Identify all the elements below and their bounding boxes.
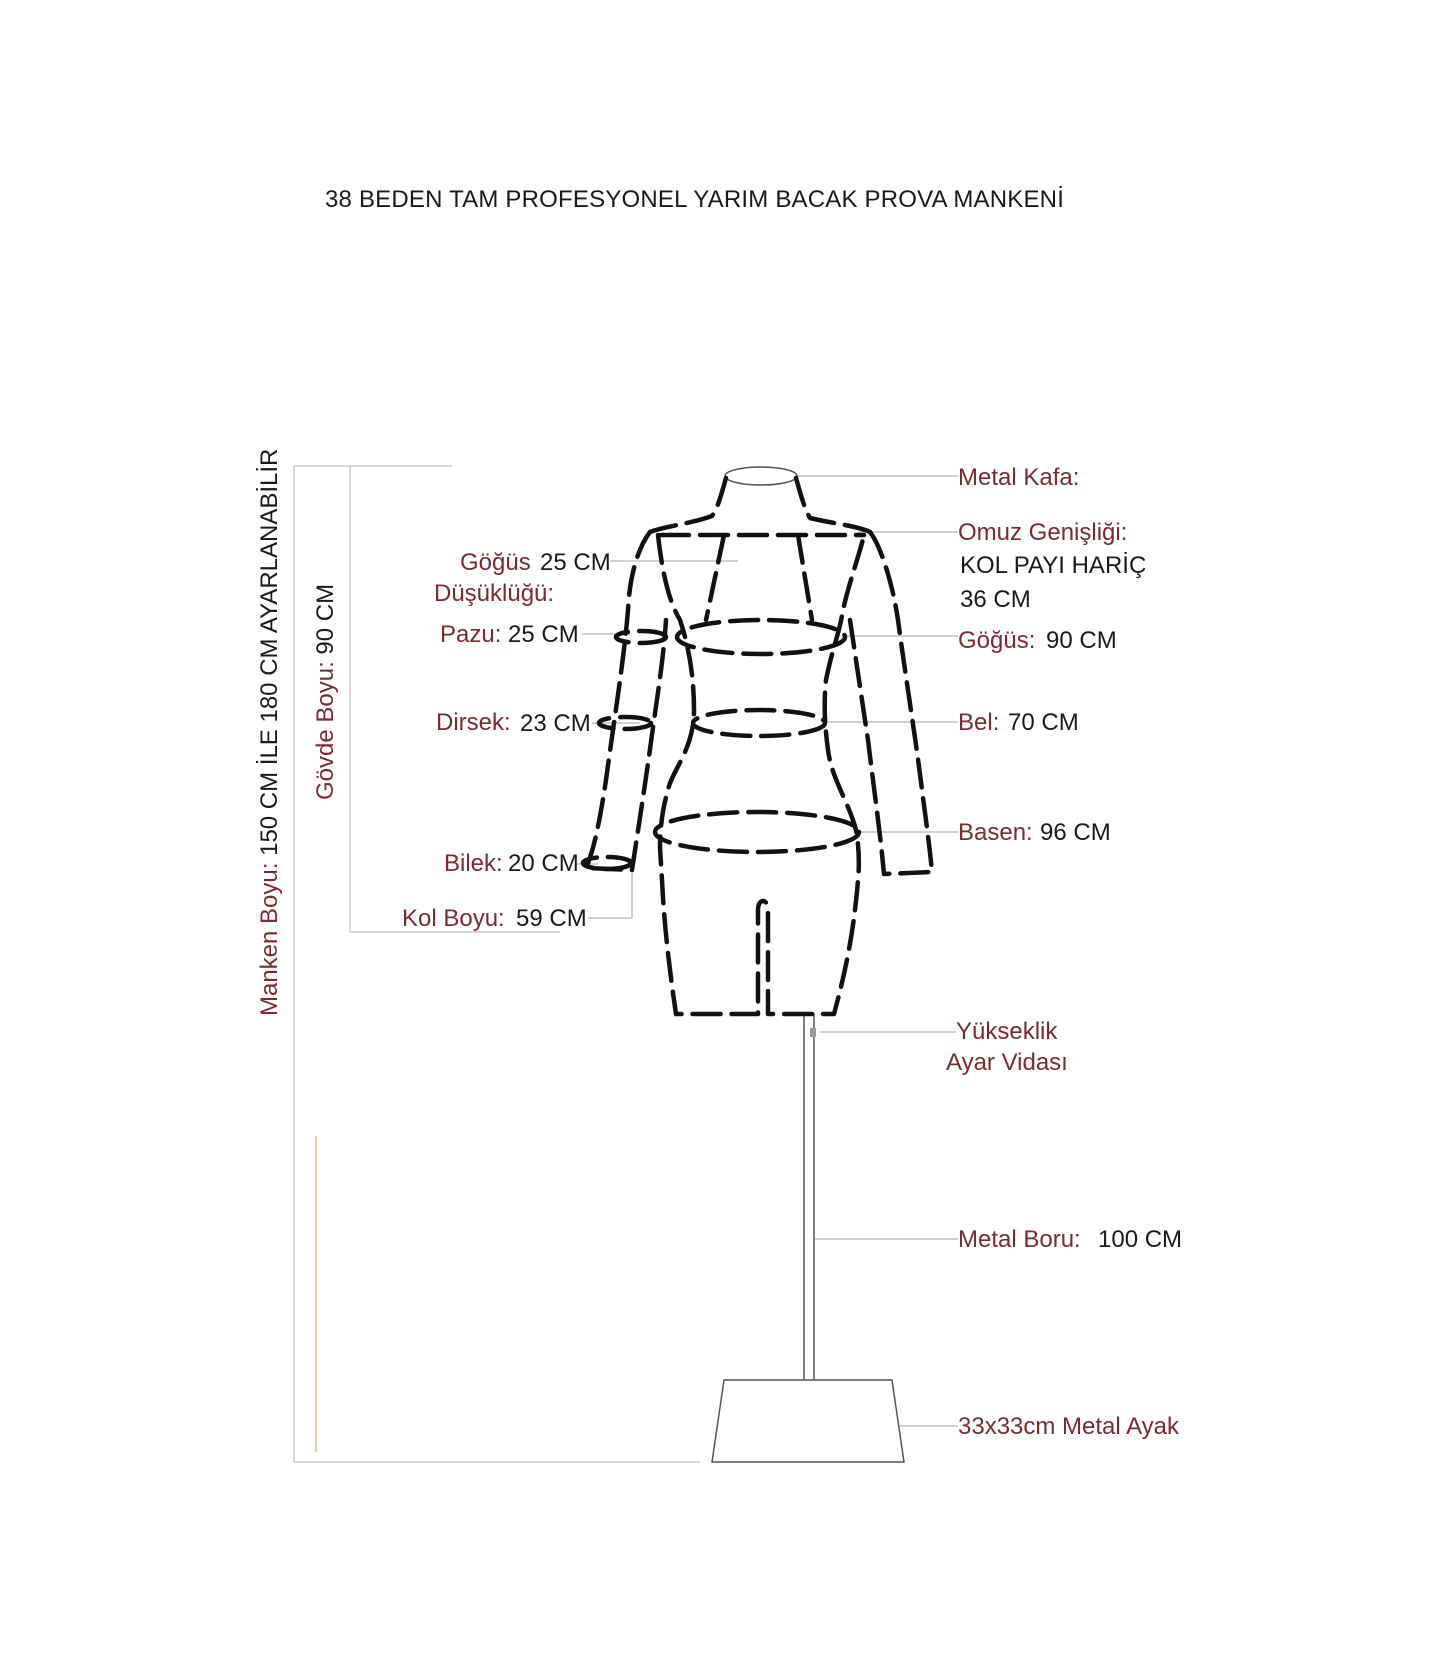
label-basen: Basen: [958,819,1033,846]
value-bilek: 20 CM [508,850,579,877]
label-dirsek: Dirsek: [436,709,511,736]
height-guides [294,466,700,1462]
value-dirsek: 23 CM [520,710,591,737]
label-metal-kafa: Metal Kafa: [958,464,1080,491]
label-omuz-genisligi: Omuz Genişliği: [958,519,1128,546]
label-bel: Bel: [958,709,1000,736]
value-pazu: 25 CM [508,621,579,648]
mannequin-outline [583,467,932,1014]
value-gogus: 90 CM [1046,627,1117,654]
value-omuz-genisligi: 36 CM [960,586,1031,613]
value-manken-boyu: 150 CM İLE 180 CM AYARLANABİLİR [256,448,283,856]
label-govde-boyu [312,584,340,800]
label-pazu: Pazu: [440,621,502,648]
value-bel: 70 CM [1008,709,1079,736]
diagram-title: 38 BEDEN TAM PROFESYONEL YARIM BACAK PROVA MANKENİ [325,186,1065,213]
label-ayar-vidasi: Ayar Vidası [946,1049,1068,1076]
label-metal-ayak: 33x33cm Metal Ayak [958,1413,1180,1440]
label-bilek: Bilek: [444,850,503,877]
label-metal-boru: Metal Boru: [958,1226,1081,1253]
value-basen: 96 CM [1040,819,1111,846]
label-manken-boyu [256,449,284,1016]
label-omuz-note: KOL PAYI HARİÇ [960,552,1147,579]
value-metal-boru: 100 CM [1098,1226,1183,1253]
value-govde-boyu: 90 CM [312,583,339,655]
label-kol-boyu: Kol Boyu: [402,905,505,932]
label-govde-boyu-text: Gövde Boyu: [312,661,339,800]
value-gogus-dusuklugu: 25 CM [540,549,611,576]
label-gogus: Göğüs: [958,627,1036,654]
value-kol-boyu: 59 CM [516,905,587,932]
label-dusuklugu: Düşüklüğü: [434,580,555,607]
label-gogus-dusuklugu: Göğüs [460,549,531,576]
stand [712,1014,904,1462]
label-manken-boyu-text: Manken Boyu: [256,862,283,1016]
label-yukseklik: Yükseklik [956,1018,1058,1045]
